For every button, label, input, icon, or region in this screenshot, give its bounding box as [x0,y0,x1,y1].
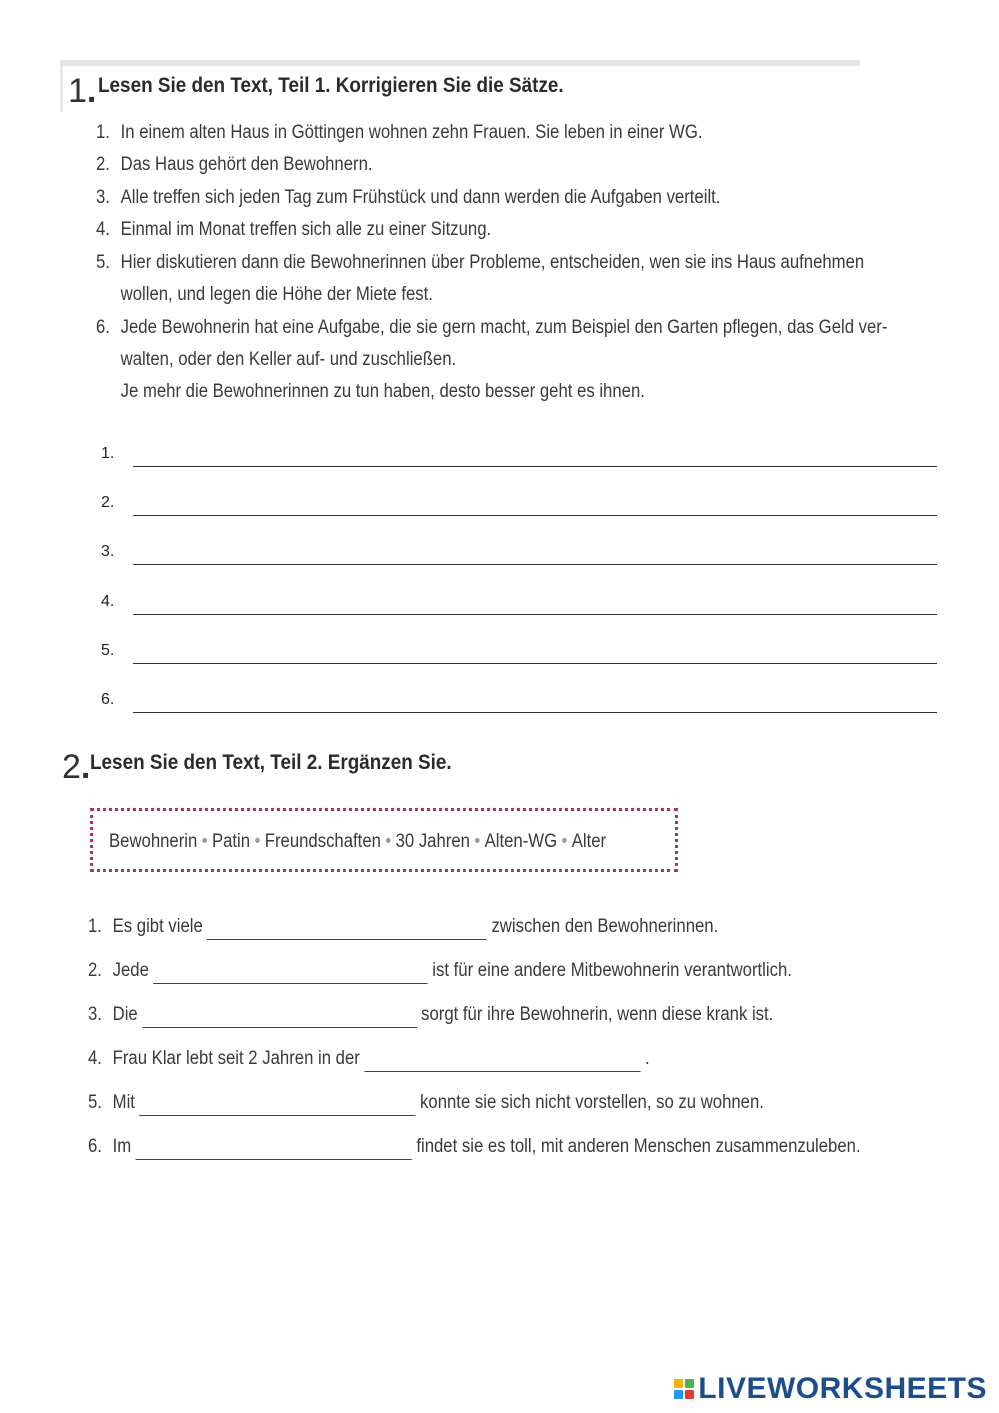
answer-line-3[interactable]: 3. [101,543,937,567]
statement-4: 4. Einmal im Monat treffen sich alle zu einer Sitzung. [96,219,492,240]
word-30-jahren: 30 Jahren [395,831,470,852]
statement-1: 1. In einem alten Haus in Göttingen wohnen zehn Frauen. Sie leben in einer WG. [96,122,703,143]
statement-5: 5. Hier diskutieren dann die Bewohnerinnen über Probleme, entscheiden, wen sie ins Haus aufnehmen wollen, und legen die Höhe der Miete fest. [96,252,865,305]
logo-text: LIVEWORKSHEETS [698,1372,987,1405]
section-1-title: Lesen Sie den Text, Teil 1. Korrigieren Sie die Sätze. [98,74,564,97]
word-patin: Patin [211,831,251,852]
liveworksheets-logo [674,1372,987,1406]
gap-blank-5[interactable] [139,1096,415,1116]
statement-6: 6. Jede Bewohnerin hat eine Aufgabe, die sie gern macht, zum Beispiel den Garten pflegen, das Geld ver- walten, oder den Keller auf- und zuschließen. Je mehr die Bewohnerinnen zu tun haben, desto besser geht es ihnen. [96,317,888,402]
section-2-number: 2. [62,748,91,786]
logo-tiles-icon [674,1379,694,1399]
gap-sentence-2: 2. Jede ist für eine andere Mitbewohnerin verantwortlich. [88,958,792,984]
gap-blank-6[interactable] [136,1140,412,1160]
answer-line-5[interactable]: 5. [101,642,937,666]
gap-sentence-3: 3. Die sorgt für ihre Bewohnerin, wenn diese krank ist. [88,1002,773,1028]
section-2-title: Lesen Sie den Text, Teil 2. Ergänzen Sie. [90,751,452,774]
word-freundschaften: Freundschaften [264,831,381,852]
word-alter: Alter [571,831,607,852]
answer-line-1[interactable]: 1. [101,445,937,469]
section-1-number: 1. [68,72,97,110]
header-side-rule [60,66,63,112]
gap-blank-1[interactable] [207,920,487,940]
word-bewohnerin: Bewohnerin [109,831,198,852]
statement-2: 2. Das Haus gehört den Bewohnern. [96,154,373,175]
gap-sentence-1: 1. Es gibt viele zwischen den Bewohnerinnen. [88,914,718,940]
gap-sentence-6: 6. Im findet sie es toll, mit anderen Menschen zusammenzuleben. [88,1134,861,1160]
answer-line-2[interactable]: 2. [101,494,937,518]
word-alten-wg: Alten-WG [484,831,558,852]
gap-sentence-4: 4. Frau Klar lebt seit 2 Jahren in der . [88,1046,650,1072]
gap-blank-4[interactable] [364,1052,640,1072]
word-bank [90,808,678,872]
answer-line-4[interactable]: 4. [101,593,937,617]
gap-blank-2[interactable] [153,964,428,984]
gap-blank-3[interactable] [142,1008,417,1028]
header-rule [60,60,860,66]
gap-sentence-5: 5. Mit konnte sie sich nicht vorstellen, so zu wohnen. [88,1090,764,1116]
statement-3: 3. Alle treffen sich jeden Tag zum Frühstück und dann werden die Aufgaben verteilt. [96,187,721,208]
word-bank-list: Bewohnerin • Patin • Freundschaften • 30 Jahren • Alten-WG • Alter [109,831,607,852]
answer-line-6[interactable]: 6. [101,691,937,715]
